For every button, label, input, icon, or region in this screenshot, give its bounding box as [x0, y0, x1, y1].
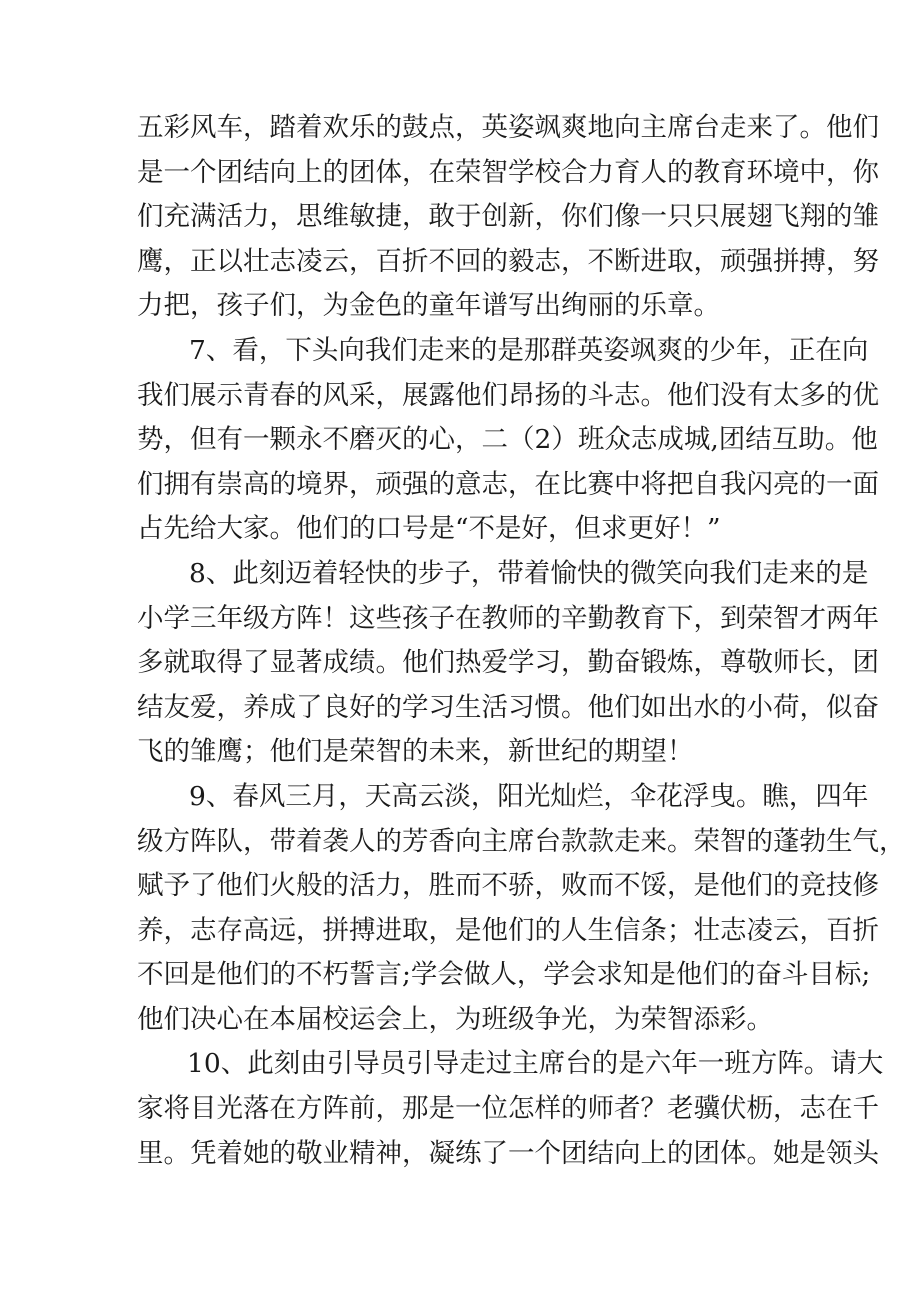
text-line: 赋予了他们火般的活力，胜而不骄，败而不馁，是他们的竞技修 [137, 870, 879, 902]
text-line: 小学三年级方阵！这些孩子在教师的辛勤教育下，到荣智才两年 [137, 602, 879, 634]
text-line: 不回是他们的不朽誓言;学会做人，学会求知是他们的奋斗目标; [137, 959, 871, 991]
text-line: 占先给大家。他们的口号是“不是好，但求更好！” [137, 513, 721, 545]
document-body [137, 106, 906, 1176]
text-line: 们充满活力，思维敏捷，敢于创新，你们像一只只展翅飞翔的雏 [137, 201, 879, 233]
text-line: 飞的雏鹰；他们是荣智的未来，新世纪的期望！ [137, 736, 694, 768]
paragraph-start-line: 10、此刻由引导员引导走过主席台的是六年一班方阵。请大 [187, 1048, 884, 1080]
paragraph-start-line: 8、此刻迈着轻快的步子，带着愉快的微笑向我们走来的是 [189, 557, 869, 589]
text-line: 里。凭着她的敬业精神，凝练了一个团结向上的团体。她是领头 [137, 1137, 879, 1169]
text-line: 鹰，正以壮志凌云，百折不回的毅志，不断进取，顽强拼搏，努 [137, 245, 879, 277]
text-line: 们拥有崇高的境界，顽强的意志，在比赛中将把自我闪亮的一面 [137, 468, 879, 500]
text-line: 养，志存高远，拼搏进取，是他们的人生信条；壮志凌云，百折 [137, 914, 879, 946]
text-line: 我们展示青春的风采，展露他们昂扬的斗志。他们没有太多的优 [137, 379, 879, 411]
text-line: 五彩风车，踏着欢乐的鼓点，英姿飒爽地向主席台走来了。他们 [137, 112, 879, 143]
paragraph-start-line: 7、看，下头向我们走来的是那群英姿飒爽的少年，正在向 [189, 334, 869, 366]
text-line: 势，但有一颗永不磨灭的心，二（2）班众志成城,团结互助。他 [137, 424, 878, 456]
text-line: 家将目光落在方阵前，那是一位怎样的师者？老骥伏枥，志在千 [137, 1093, 879, 1125]
text-line: 多就取得了显著成绩。他们热爱学习，勤奋锻炼，尊敬师长，团 [137, 647, 879, 679]
text-line: 力把，孩子们，为金色的童年谱写出绚丽的乐章。 [137, 290, 720, 322]
paragraph-start-line: 9、春风三月，天高云淡，阳光灿烂，伞花浮曳。瞧，四年 [189, 780, 869, 812]
text-line: 结友爱，养成了良好的学习生活习惯。他们如出水的小荷，似奋 [137, 691, 879, 723]
text-line: 级方阵队，带着袭人的芳香向主席台款款走来。荣智的蓬勃生气， [137, 825, 906, 857]
text-line: 是一个团结向上的团体，在荣智学校合力育人的教育环境中，你 [137, 156, 879, 188]
text-line: 他们决心在本届校运会上，为班级争光，为荣智添彩。 [137, 1003, 773, 1035]
